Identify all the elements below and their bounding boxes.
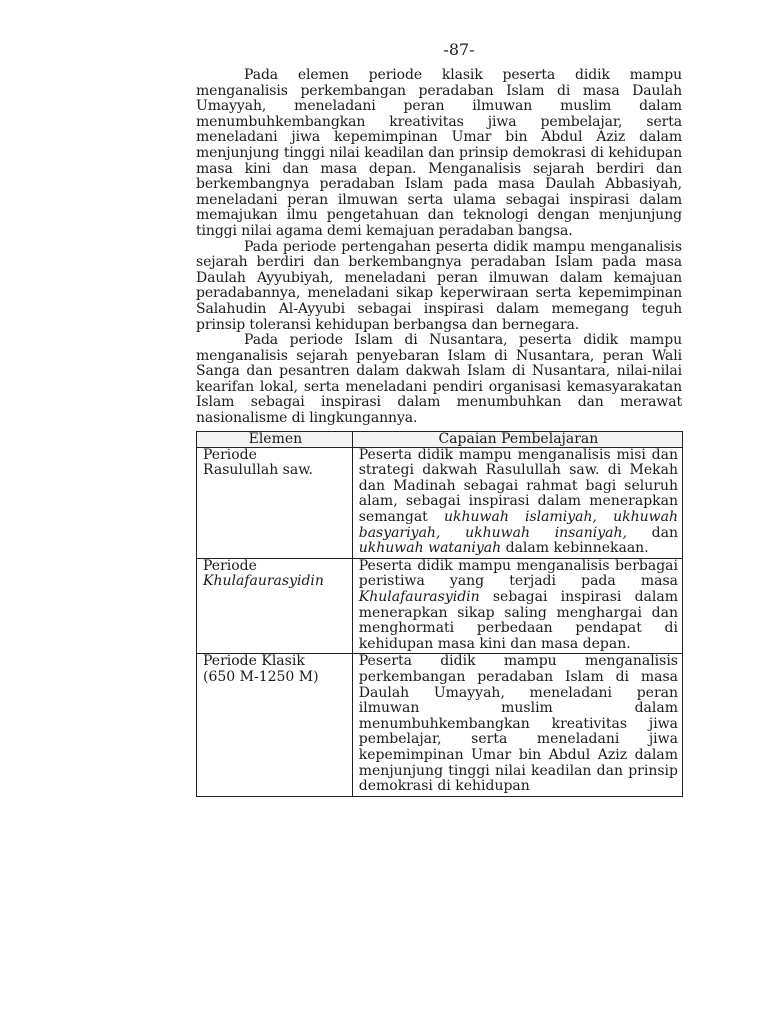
- table-row: [197, 654, 683, 796]
- elemen-cell: [197, 447, 353, 558]
- elemen-name: Khulafaurasyidin: [203, 573, 324, 590]
- capaian-text: dan: [626, 524, 678, 541]
- paragraph-periode-nusantara: Pada periode Islam di Nusantara, peserta didik mampu menganalisis sejarah penyebaran Islam di Nusantara, peran Wali Sanga dan pesantren dalam dakwah Islam di Nusantara, nilai-nilai kearifan lokal, serta meneladani pendiri organisasi kemasyarakatan Islam sebagai inspirasi dalam menumbuhkan dan merawat nasionalisme di lingkungannya.: [196, 332, 682, 427]
- elemen-label: Periode: [203, 446, 257, 463]
- paragraph-periode-klasik: Pada elemen periode klasik peserta didik mampu menganalisis perkembangan peradaban Islam di masa Daulah Umayyah, meneladani peran ilmuwan muslim dalam menumbuhkembangkan kreativitas jiwa pembelajar, serta meneladani jiwa kepemimpinan Umar bin Abdul Aziz dalam menjunjung tinggi nilai keadilan dan prinsip demokrasi di kehidupan masa kini dan masa depan. Menganalisis sejarah berdiri dan berkembangnya peradaban Islam pada masa Daulah Abbasiyah, meneladani peran ilmuwan serta ulama sebagai inspirasi dalam memajukan ilmu pengetahuan dan teknologi dengan menjunjung tinggi nilai agama demi kemajuan peradaban bangsa.: [196, 67, 682, 239]
- capaian-text: Peserta didik mampu menganalisis berbagai peristiwa yang terjadi pada masa: [358, 557, 678, 590]
- elemen-name: Rasulullah saw.: [203, 462, 313, 479]
- capaian-pembelajaran-table: [196, 431, 683, 797]
- elemen-label: Periode Klasik: [203, 653, 305, 670]
- capaian-cell: [352, 558, 682, 654]
- document-page: [196, 40, 682, 797]
- capaian-text: Peserta didik mampu menganalisis misi dan strategi dakwah Rasulullah saw. di Mekah dan Madinah sebagai rahmat bagi seluruh alam, sebagai inspirasi dalam menerapkan semangat: [358, 446, 678, 526]
- capaian-text: dalam kebinnekaan.: [501, 540, 649, 557]
- paragraph-periode-pertengahan: Pada periode pertengahan peserta didik mampu menganalisis sejarah berdiri dan berkembangnya peradaban Islam pada masa Daulah Ayyubiyah, meneladani peran ilmuwan dalam kemajuan peradabannya, meneladani sikap keperwiraan serta kepemimpinan Salahudin Al-Ayyubi sebagai inspirasi dalam memegang teguh prinsip toleransi kehidupan berbangsa dan bernegara.: [196, 238, 682, 333]
- capaian-italic-term: ukhuwah islamiyah, ukhuwah basyariyah, ukhuwah insaniyah,: [358, 509, 678, 541]
- capaian-cell: [352, 447, 682, 558]
- table-header-row: [197, 431, 683, 447]
- elemen-label: Periode: [203, 557, 257, 574]
- capaian-text: Peserta didik mampu menganalisis perkembangan peradaban Islam di masa Daulah Umayyah, meneladani peran ilmuwan muslim dalam menumbuhkembangkan kreativitas jiwa pembelajar, serta meneladani jiwa kepemimpinan Umar bin Abdul Aziz dalam menjunjung tinggi nilai keadilan dan prinsip demokrasi di kehidupan: [358, 653, 678, 795]
- elemen-cell: [197, 558, 353, 654]
- elemen-cell: [197, 654, 353, 796]
- capaian-italic-term: Khulafaurasyidin: [358, 589, 480, 605]
- capaian-text: sebagai inspirasi dalam menerapkan sikap saling menghargai dan menghormati perbedaan pendapat di kehidupan masa kini dan masa depan.: [358, 589, 678, 652]
- capaian-italic-term: ukhuwah wataniyah: [358, 540, 502, 557]
- table-row: [197, 558, 683, 654]
- header-elemen: Elemen: [197, 431, 353, 447]
- capaian-cell: [352, 654, 682, 796]
- table-row: [197, 447, 683, 558]
- elemen-name: (650 M-1250 M): [203, 668, 319, 685]
- page-number: -87-: [443, 40, 475, 59]
- header-capaian-pembelajaran: Capaian Pembelajaran: [352, 431, 682, 447]
